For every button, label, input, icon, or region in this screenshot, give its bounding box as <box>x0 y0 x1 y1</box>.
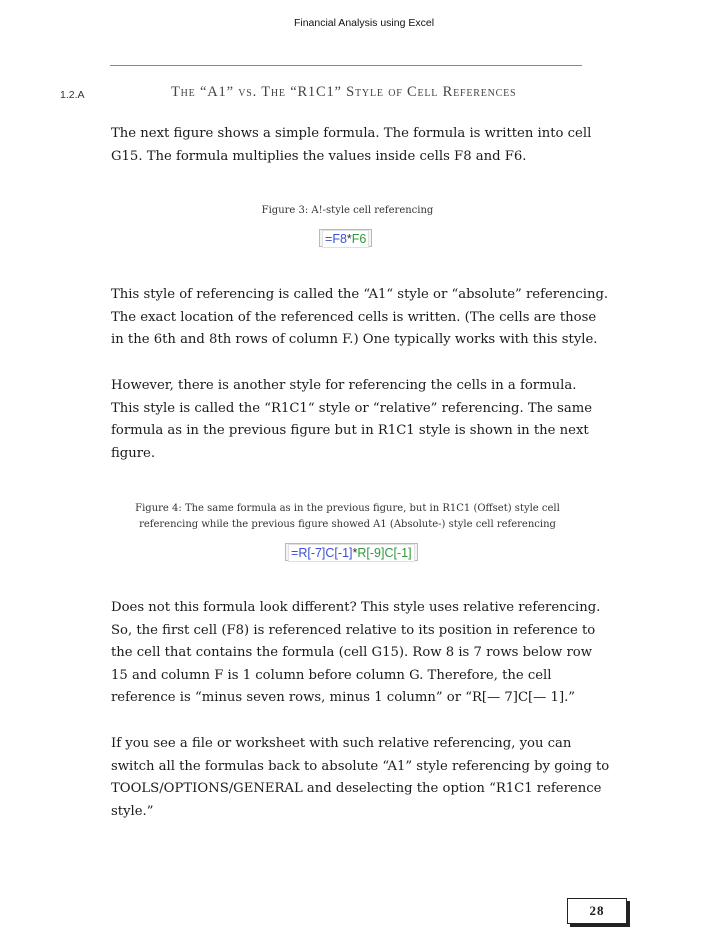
paragraph-line: in the 6th and 8th rows of column F.) One typically works with this style. <box>111 332 598 347</box>
section-number: 1.2.A <box>60 89 85 101</box>
paragraph-line: G15. The formula multiplies the values inside cells F8 and F6. <box>111 148 527 164</box>
figure-4-formula-bar <box>285 543 418 561</box>
paragraph-line: the cell that contains the formula (cell G15). Row 8 is 7 rows below row <box>111 645 592 660</box>
figure-4-caption <box>110 501 585 533</box>
formula-ref-2: R[-9]C[-1] <box>357 546 412 560</box>
paragraph-line: switch all the formulas back to absolute “A1” style referencing by going to <box>111 758 610 774</box>
formula-ref-1: F8 <box>332 232 347 246</box>
paragraph-line: So, the first cell (F8) is referenced relative to its position in reference to <box>111 622 596 638</box>
paragraph-line: This style is called the “R1C1“ style or “relative” referencing. The same <box>111 400 593 416</box>
paragraph-line: This style of referencing is called the “A1“ style or “absolute” referencing. <box>111 287 609 302</box>
figure-3-formula-bar <box>319 229 372 247</box>
paragraph-line: formula as in the previous figure but in R1C1 style is shown in the next <box>111 423 589 438</box>
page-number: 28 <box>567 898 627 924</box>
paragraph-line: 15 and column F is 1 column before column G. Therefore, the cell <box>111 667 552 683</box>
paragraph-line: style.” <box>111 803 154 819</box>
formula-text <box>288 544 415 562</box>
paragraph-line: Does not this formula look different? This style uses relative referencing. <box>111 600 601 615</box>
paragraph-intro <box>111 123 592 168</box>
paragraph-relative-explanation <box>111 597 601 710</box>
paragraph-line: reference is “minus seven rows, minus 1 column” or “R[— 7]C[— 1].” <box>111 690 576 705</box>
paragraph-line: The exact location of the referenced cells is written. (The cells are those <box>111 309 597 325</box>
formula-operator: * <box>346 232 352 246</box>
header-rule <box>110 65 582 66</box>
paragraph-switch-back <box>111 733 610 823</box>
section-title: The “A1” vs. The “R1C1” Style of Cell References <box>171 84 517 100</box>
paragraph-r1c1-style <box>111 375 593 465</box>
page-header-title: Financial Analysis using Excel <box>293 17 435 29</box>
caption-line: referencing while the previous figure showed A1 (Absolute-) style cell referencing <box>139 519 556 530</box>
paragraph-a1-style <box>111 284 609 352</box>
paragraph-line: TOOLS/OPTIONS/GENERAL and deselecting the option “R1C1 reference <box>111 781 602 796</box>
figure-3-caption: Figure 3: A!-style cell referencing <box>261 205 434 216</box>
formula-text <box>322 230 369 248</box>
formula-operator: * <box>352 546 358 560</box>
formula-equals: = <box>325 232 333 246</box>
paragraph-line: figure. <box>111 445 156 461</box>
formula-equals: = <box>291 546 299 560</box>
paragraph-line: The next figure shows a simple formula. The formula is written into cell <box>111 126 592 141</box>
formula-ref-1: R[-7]C[-1] <box>298 546 353 560</box>
paragraph-line: However, there is another style for referencing the cells in a formula. <box>111 378 577 393</box>
caption-line: Figure 4: The same formula as in the previous figure, but in R1C1 (Offset) style cell <box>135 503 560 514</box>
paragraph-line: If you see a file or worksheet with such relative referencing, you can <box>111 736 572 751</box>
formula-ref-2: F6 <box>351 232 367 246</box>
